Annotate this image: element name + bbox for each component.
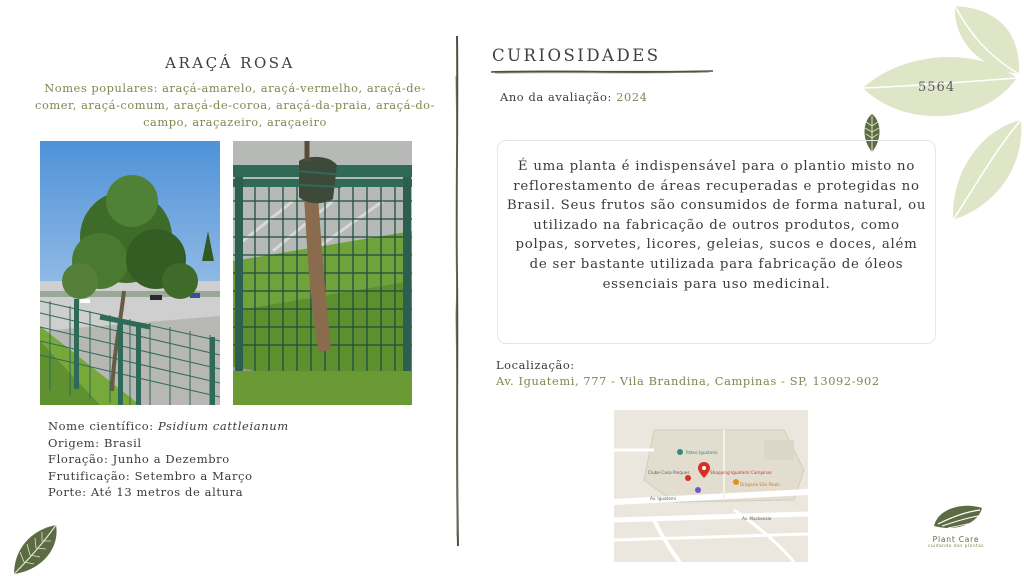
brand-tagline: cuidando das plantas — [927, 544, 985, 549]
scientific-name-row — [48, 418, 289, 435]
map-label-2: Clube Casa Parques — [648, 470, 690, 475]
map-label-4: Av. Iguatemi — [650, 496, 677, 501]
evaluation-year-label: Ano da avaliação: — [500, 90, 617, 104]
location-address[interactable]: Av. Iguatemi, 777 - Vila Brandina, Campinas - SP, 13092-902 — [496, 374, 880, 388]
map-pin-small — [685, 475, 691, 481]
map-pin-teal — [677, 449, 683, 455]
description-box: É uma planta é indispensável para o plantio misto no reflorestamento de áreas recuperadas e protegidas no Brasil. Seus frutos são consumidos de forma natural, ou utilizado na fabricação de outros produtos, como polpas, sorvetes, licores, geleias, sucos e doces, além de ser bastante utilizada para fabricação de óleos essenciais para uso medicinal. — [497, 140, 936, 344]
plant-name: ARAÇÁ ROSA — [165, 54, 295, 72]
popular-names: Nomes populares: araçá-amarelo, araçá-vermelho, araçá-de-comer, araçá-comum, araçá-de-coroa, araçá-da-praia, araçá-do-campo, araçazeiro, araçaeiro — [35, 81, 435, 129]
location-label: Localização: — [496, 358, 575, 372]
tree-photo — [40, 141, 220, 405]
evaluation-year — [500, 90, 648, 104]
evaluation-year-value: 2024 — [616, 90, 648, 104]
map-label-3: Drogaria São Paulo — [740, 482, 780, 487]
column-divider — [452, 36, 462, 546]
curiosities-title: CURIOSIDADES — [492, 46, 661, 65]
map-label-5: Av. Mackenzie — [742, 516, 772, 521]
map-pin-orange — [733, 479, 739, 485]
flowering-row: Floração: Junho a Dezembro — [48, 452, 230, 467]
scientific-name-label: Nome científico: — [48, 419, 159, 433]
origin-row: Origem: Brasil — [48, 435, 142, 450]
map-pin-purple — [695, 487, 701, 493]
map-label-1: Shopping Iguatemi Campinas — [710, 470, 772, 475]
location-map[interactable] — [614, 410, 808, 562]
scientific-name-value: Psidium cattleianum — [158, 419, 289, 433]
size-row: Porte: Até 13 metros de altura — [48, 485, 244, 500]
plant-facts — [48, 418, 289, 501]
trunk-photo — [233, 141, 412, 405]
brand-name: Plant Care — [932, 535, 980, 544]
title-underline — [491, 69, 713, 75]
map-label-0: Pateo Iguatemi — [686, 450, 718, 455]
corner-leaf-icon — [8, 522, 60, 576]
fruiting-row: Frutificação: Setembro a Março — [48, 468, 253, 483]
record-number: 5564 — [918, 80, 956, 95]
